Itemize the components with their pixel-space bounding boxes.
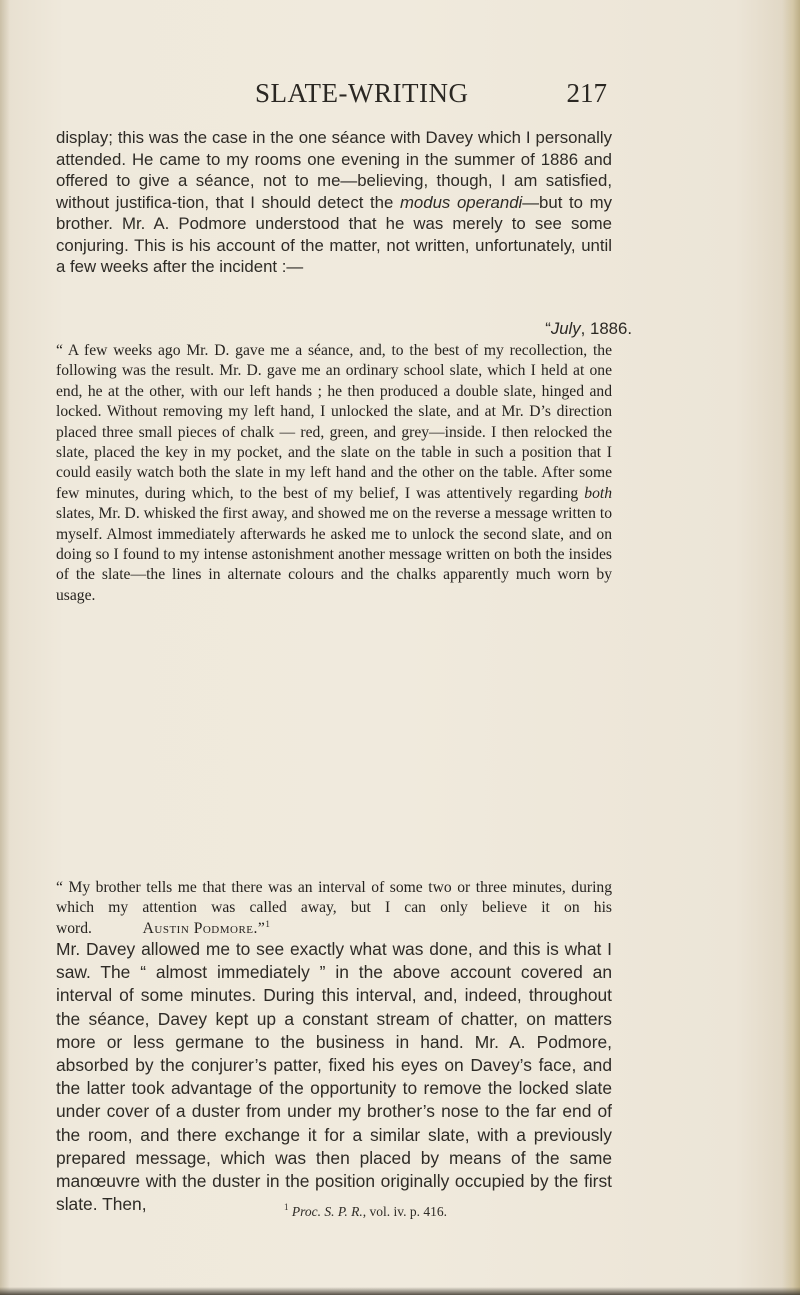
footnote-text: , vol. iv. p. 416.: [362, 1204, 447, 1219]
quoted-account: [56, 341, 612, 606]
paragraph-explanation-text: Mr. Davey allowed me to see exactly what was done, and this is what I saw. The “ almost immediately ” in the above account covered an interval of some minutes. During this interval, and, indeed, throughout the séance, Davey kept up a constant stream of chatter, on matters more or less germane to the business in hand. Mr. A. Podmore, absorbed by the conjurer’s patter, fixed his eyes on Davey’s face, and the latter took advantage of the opportunity to remove the locked slate under cover of a duster from under my brother’s nose to the far end of the room, and there exchange it for a similar slate, with a previously prepared message, which was then placed by means of the same manœuvre with the duster in the position originally occupied by the first slate. Then,: [56, 939, 612, 1215]
quoted-closing-text: “ My brother tells me that there was an interval of some two or three minutes, during which my attention was called away, but I can only believe it on his word.: [56, 879, 612, 937]
quoted-account-text-a: “ A few weeks ago Mr. D. gave me a séance, and, to the best of my recollection, the following was the result. Mr. D. gave me an ordinary school slate, which I held at one end, he at the other, with our left hands ; he then produced a double slate, hinged and locked. Without removing my left hand, I unlocked the slate, and at Mr. D’s direction placed three small pieces of chalk — red, green, and grey—inside. I then relocked the slate, placed the key in my pocket, and the slate on the table in such a position that I could easily watch both the slate in my left hand and the other on the table. After some few minutes, during which, to the best of my belief, I was attentively regarding: [56, 342, 612, 502]
page-edge-bottom: [0, 1287, 800, 1295]
dateline-month: July: [550, 319, 581, 338]
dateline-quote-mark: “: [545, 319, 551, 338]
paragraph-explanation: [56, 938, 612, 1216]
paragraph-intro: [56, 127, 612, 278]
paragraph-intro-text-b: —but to my brother. Mr. A. Podmore understood that he was merely to see some conjuring. This is his account of the matter, not written, unfortunately, until a few weeks after the incident :—: [56, 192, 612, 276]
paragraph-intro-text-a: display; this was the case in the one séance with Davey which I personally attended. He came to my rooms one evening in the summer of 1886 and offered to give a séance, not to me—believing, though, I am satisfied, without justifica-tion, that I should detect the: [56, 128, 612, 212]
quote-author: Austin Podmore.”: [142, 919, 266, 937]
running-title: SLATE-WRITING: [255, 78, 469, 108]
page-edge-left: [0, 0, 10, 1295]
dateline-year: , 1886.: [580, 319, 632, 338]
footnote-marker: 1: [284, 1202, 289, 1212]
footnote-reference: 1: [265, 918, 270, 929]
paragraph-intro-italic: modus operandi: [399, 192, 523, 212]
quoted-account-italic: both: [584, 484, 612, 502]
page-header: [255, 78, 607, 118]
page-number: 217: [566, 78, 607, 108]
quote-dateline: [545, 319, 632, 339]
quoted-account-text-b: slates, Mr. D. whisked the first away, and showed me on the reverse a message written to myself. Almost immediately afterwards he asked me to unlock the second slate, and on doing so I found to my intense astonishment another message written on both the insides of the slate—the lines in alternate colours and the chalks apparently much worn by usage.: [56, 505, 612, 604]
footnote: [284, 1204, 447, 1220]
quoted-account-closing: [56, 878, 612, 939]
page-edge-right: [782, 0, 800, 1295]
footnote-source: Proc. S. P. R.: [291, 1204, 363, 1219]
